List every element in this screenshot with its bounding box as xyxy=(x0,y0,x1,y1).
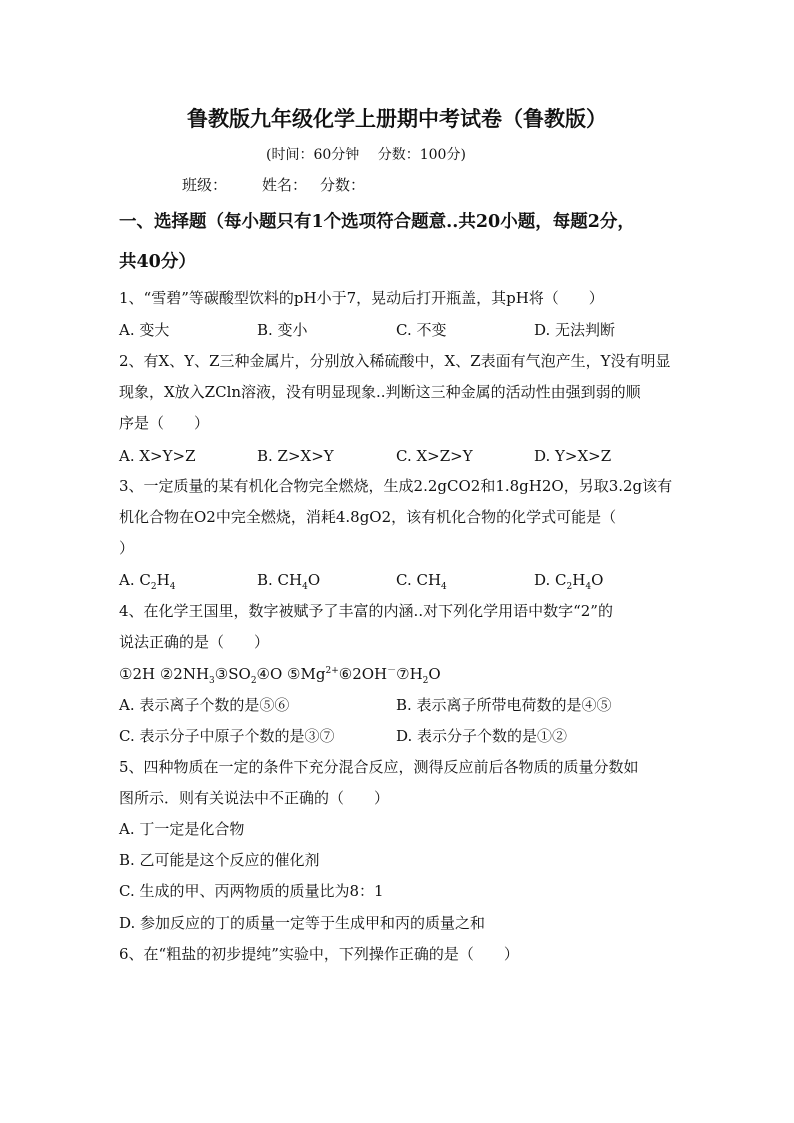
question-1-stem: 1、“雪碧”等碳酸型饮料的pH小于7，晃动后打开瓶盖，其pH将（ ） xyxy=(119,289,604,307)
question-5-option-c: C. 生成的甲、丙两物质的质量比为8：1 xyxy=(119,882,384,900)
question-2-option-b: B. Z>X>Y xyxy=(257,447,334,465)
question-1-option-c: C. 不变 xyxy=(396,321,447,339)
question-3-line2: 机化合物在O2中完全燃烧，消耗4.8gO2，该有机化合物的化学式可能是（ xyxy=(119,508,617,526)
question-2-option-a: A. X>Y>Z xyxy=(119,447,196,465)
question-1-option-d: D. 无法判断 xyxy=(534,321,616,339)
score-label: 分数： xyxy=(320,176,366,194)
question-4-option-c: C. 表示分子中原子个数的是③⑦ xyxy=(119,727,335,745)
page-title: 鲁教版九年级化学上册期中考试卷（鲁教版） xyxy=(187,106,607,131)
exam-subtitle: (时间：60分钟 分数：100分) xyxy=(266,147,466,163)
question-3-option-c: C. $CH_4$ xyxy=(396,571,447,592)
question-4-option-b: B. 表示离子所带电荷数的是④⑤ xyxy=(396,696,612,714)
question-5-line1: 5、四种物质在一定的条件下充分混合反应，测得反应前后各物质的质量分数如 xyxy=(119,758,639,776)
question-1-option-b: B. 变小 xyxy=(257,321,308,339)
question-3-option-a: A. $C_2H_4$ xyxy=(119,571,176,592)
question-4-line2: 说法正确的是（ ） xyxy=(119,633,270,651)
question-4-option-d: D. 表示分子个数的是①② xyxy=(396,727,568,745)
question-3-option-b: B. $CH_4O$ xyxy=(257,571,321,592)
question-2-option-c: C. X>Z>Y xyxy=(396,447,473,465)
question-4-formula-list: ①2H $②2NH_3③SO_2④O$ $⑤Mg^{2+}⑥2OH^-⑦H_2O$ xyxy=(119,665,441,686)
question-2-option-d: D. Y>X>Z xyxy=(534,447,612,465)
question-1-option-a: A. 变大 xyxy=(119,321,170,339)
question-5-option-d: D. 参加反应的丁的质量一定等于生成甲和丙的质量之和 xyxy=(119,914,486,932)
question-5-line2: 图所示．则有关说法中不正确的（ ） xyxy=(119,789,390,807)
question-2-line2: 现象，X放入ZCln溶液，没有明显现象..判断这三种金属的活动性由强到弱的顺 xyxy=(119,383,641,401)
question-2-line1: 2、有X、Y、Z三种金属片，分别放入稀硫酸中，X、Z表面有气泡产生，Y没有明显 xyxy=(119,352,671,370)
question-5-option-a: A. 丁一定是化合物 xyxy=(119,820,245,838)
question-3-line3: ） xyxy=(119,539,135,557)
question-3-line1: 3、一定质量的某有机化合物完全燃烧，生成2.2gCO2和1.8gH2O，另取3.2g该有 xyxy=(119,477,673,495)
name-label: 姓名： xyxy=(262,176,308,194)
section-heading-line1: 一、选择题（每小题只有1个选项符合题意..共20小题，每题2分， xyxy=(119,212,635,232)
question-3-option-d: D. $C_2H_4O$ xyxy=(534,571,604,592)
question-4-option-a: A. 表示离子个数的是⑤⑥ xyxy=(119,696,290,714)
question-5-option-b: B. 乙可能是这个反应的催化剂 xyxy=(119,851,320,869)
question-2-line3: 序是（ ） xyxy=(119,414,210,432)
question-4-line1: 4、在化学王国里，数字被赋予了丰富的内涵..对下列化学用语中数字“2”的 xyxy=(119,602,613,620)
class-label: 班级： xyxy=(182,176,228,194)
section-heading-line2: 共40分） xyxy=(119,252,196,272)
question-6-stem: 6、在“粗盐的初步提纯”实验中，下列操作正确的是（ ） xyxy=(119,945,519,963)
